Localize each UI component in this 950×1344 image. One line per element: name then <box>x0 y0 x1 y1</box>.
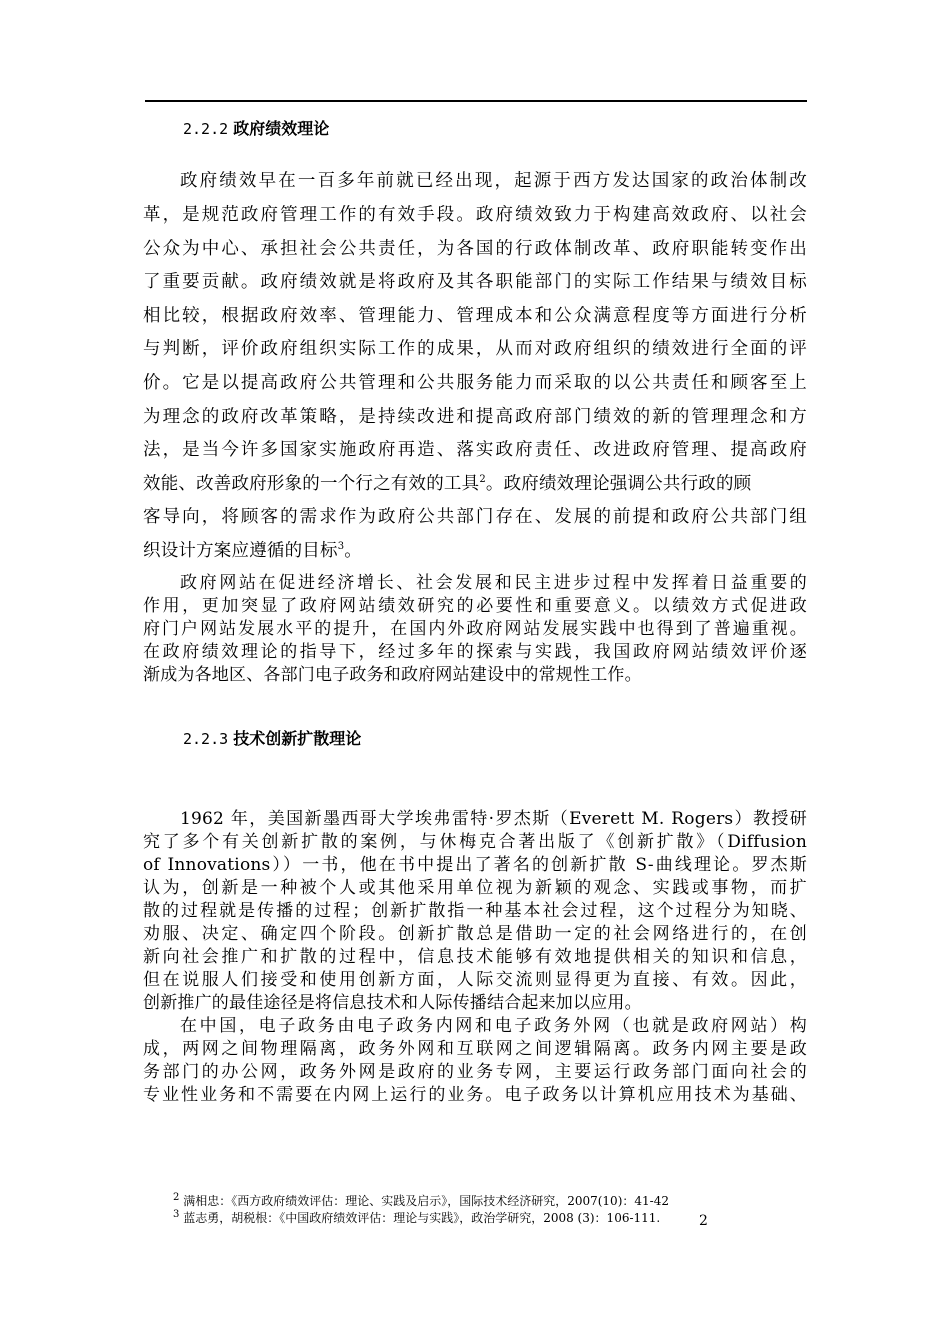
section-title: 政府绩效理论 <box>233 119 330 138</box>
text-line: 与判断，评价政府组织实际工作的成果，从而对政府组织的绩效进行全面的评 <box>143 339 807 359</box>
text-fragment: 织设计方案应遵循的目标 <box>143 541 338 561</box>
text-line: 在中国，电子政务由电子政务内网和电子政务外网（也就是政府网站）构 <box>180 1016 807 1036</box>
text-line: 客导向，将顾客的需求作为政府公共部门存在、发展的前提和政府公共部门组 <box>143 507 807 527</box>
text-line <box>143 467 807 501</box>
text-line: 专业性业务和不需要在内网上运行的业务。电子政务以计算机应用技术为基础、 <box>143 1085 807 1105</box>
footnote-ref: 3 <box>337 541 345 553</box>
section-number: 2.2.2 <box>183 120 229 138</box>
footnote <box>173 1193 669 1210</box>
footnote-mark: 2 <box>173 1192 180 1203</box>
text-line: 1962 年，美国新墨西哥大学埃弗雷特·罗杰斯（Everett M. Rogers）教授研 <box>180 809 807 829</box>
text-line: 政府绩效早在一百多年前就已经出现，起源于西方发达国家的政治体制改 <box>180 171 807 191</box>
text-line: 政府网站在促进经济增长、社会发展和民主进步过程中发挥着日益重要的 <box>180 573 807 593</box>
section-heading-2-2-2 <box>183 118 329 140</box>
text-line: 了重要贡献。政府绩效就是将政府及其各职能部门的实际工作结果与绩效目标 <box>143 272 807 292</box>
text-line: 认为，创新是一种被个人或其他采用单位视为新颖的观念、实践或事物，而扩 <box>143 878 807 898</box>
text-line: 劝服、决定、确定四个阶段。创新扩散总是借助一定的社会网络进行的，在创 <box>143 924 807 944</box>
footnote-mark: 3 <box>173 1209 180 1220</box>
header-rule <box>145 100 807 102</box>
page-number: 2 <box>699 1213 708 1229</box>
footnote <box>173 1210 669 1227</box>
footnotes <box>173 1193 669 1227</box>
text-line: 为理念的政府改革策略，是持续改进和提高政府部门绩效的新的管理理念和方 <box>143 407 807 427</box>
text-line: 价。它是以提高政府公共管理和公共服务能力而采取的以公共责任和顾客至上 <box>143 373 807 393</box>
text-line: 法，是当今许多国家实施政府再造、落实政府责任、改进政府管理、提高政府 <box>143 440 807 460</box>
text-line: 革，是规范政府管理工作的有效手段。政府绩效致力于构建高效政府、以社会 <box>143 205 807 225</box>
text-line: 渐成为各地区、各部门电子政务和政府网站建设中的常规性工作。 <box>143 665 642 685</box>
text-line: 究了多个有关创新扩散的案例，与休梅克合著出版了《创新扩散》（Diffusion <box>143 832 807 852</box>
text-line: 相比较，根据政府效率、管理能力、管理成本和公众满意程度等方面进行分析 <box>143 306 807 326</box>
footnote-ref: 2 <box>479 474 486 486</box>
text-line: 作用，更加突显了政府网站绩效研究的必要性和重要意义。以绩效方式促进政 <box>143 596 807 616</box>
text-line <box>143 534 807 568</box>
text-line: 府门户网站发展水平的提升，在国内外政府网站发展实践中也得到了普遍重视。 <box>143 619 807 639</box>
text-line: 在政府绩效理论的指导下，经过多年的探索与实践，我国政府网站绩效评价逐 <box>143 642 807 662</box>
footnote-text: 满相忠：《西方政府绩效评估：理论、实践及启示》，国际技术经济研究，2007(10)：41-42 <box>183 1194 669 1208</box>
footnote-text: 蓝志勇，胡税根：《中国政府绩效评估：理论与实践》，政治学研究，2008 (3)：106-111. <box>183 1211 661 1225</box>
text-line: 散的过程就是传播的过程；创新扩散指一种基本社会过程，这个过程分为知晓、 <box>143 901 807 921</box>
text-fragment: 。 <box>344 541 362 561</box>
text-line: 公众为中心、承担社会公共责任，为各国的行政体制改革、政府职能转变作出 <box>143 239 807 259</box>
text-line: 成，两网之间物理隔离，政务外网和互联网之间逻辑隔离。政务内网主要是政 <box>143 1039 807 1059</box>
text-fragment: 效能、改善政府形象的一个行之有效的工具 <box>143 474 480 494</box>
text-line: 但在说服人们接受和使用创新方面，人际交流则显得更为直接、有效。因此， <box>143 970 807 990</box>
section-title: 技术创新扩散理论 <box>233 729 362 748</box>
text-line: of Innovations））一书，他在书中提出了著名的创新扩散 S-曲线理论。罗杰斯 <box>143 855 807 875</box>
text-fragment: 。政府绩效理论强调公共行政的顾 <box>485 474 752 494</box>
text-line: 务部门的办公网，政务外网是政府的业务专网，主要运行政务部门面向社会的 <box>143 1062 807 1082</box>
section-number: 2.2.3 <box>183 730 229 748</box>
section-heading-2-2-3 <box>183 728 361 750</box>
text-line: 创新推广的最佳途径是将信息技术和人际传播结合起来加以应用。 <box>143 993 642 1013</box>
text-line: 新向社会推广和扩散的过程中，信息技术能够有效地提供相关的知识和信息， <box>143 947 807 967</box>
